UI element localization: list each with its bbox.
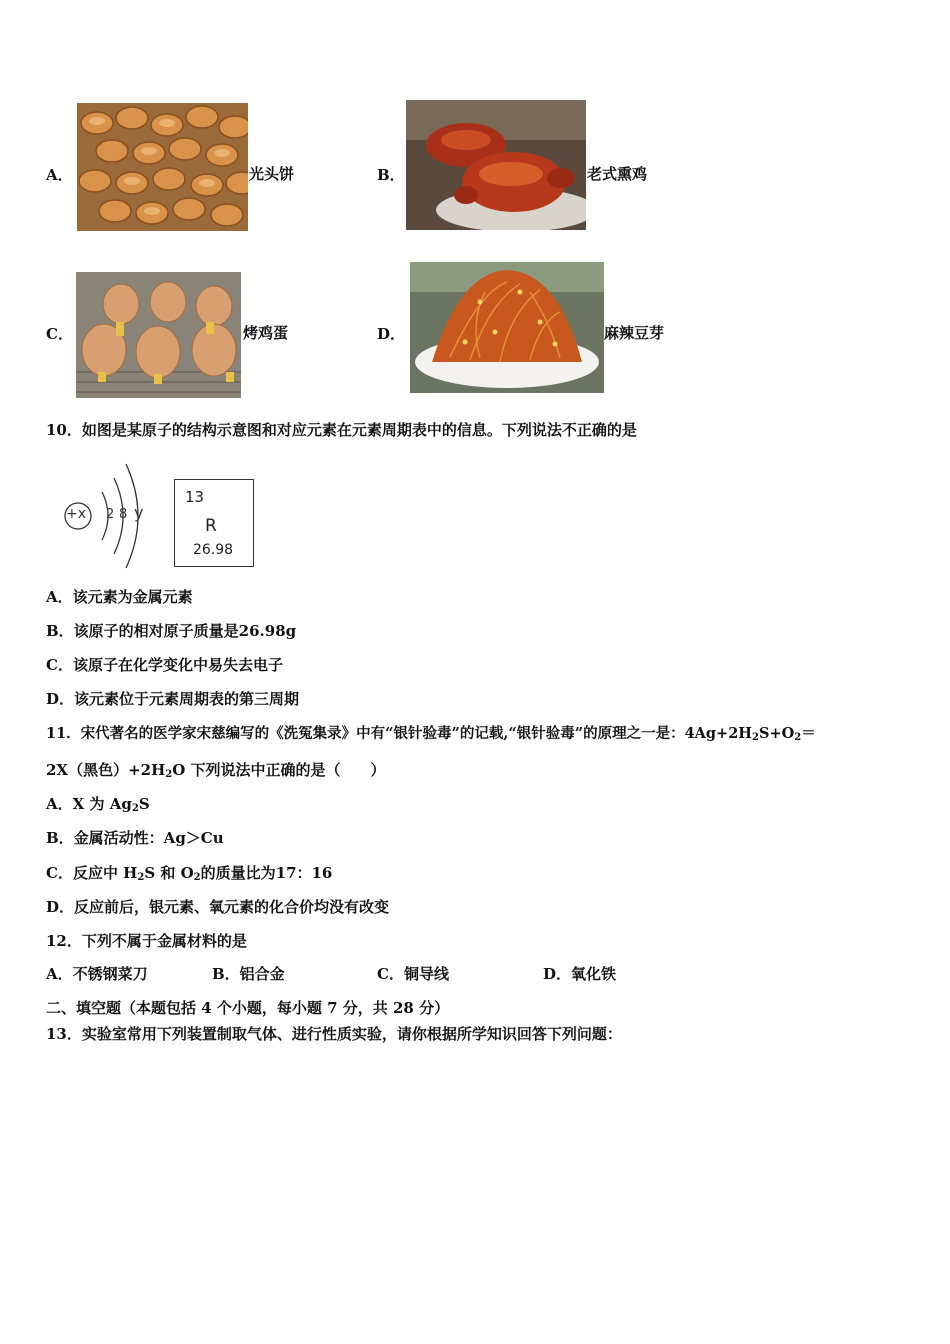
- option-a-label: 光头饼: [249, 165, 295, 183]
- q12-option-d: D．氧化铁: [543, 965, 617, 983]
- q10-stem: 10．如图是某原子的结构示意图和对应元素在元素周期表中的信息。下列说法不正确的是: [46, 421, 637, 439]
- smoked-chicken-photo: [406, 100, 586, 230]
- q12-option-c: C．铜导线: [377, 965, 449, 983]
- atomic-number: 13: [185, 488, 205, 506]
- shell-2-count: 8: [119, 507, 128, 522]
- q12-stem: 12．下列不属于金属材料的是: [46, 932, 247, 950]
- atomic-mass: 26.98: [193, 542, 234, 558]
- cookies-photo: [77, 103, 248, 231]
- nucleus-charge: +x: [66, 506, 87, 522]
- periodic-element-cell: [174, 479, 254, 567]
- q10-option-b: B．该原子的相对原子质量是26.98g: [46, 622, 297, 640]
- option-d-letter: D．: [377, 325, 406, 343]
- q11-option-d: D．反应前后，银元素、氧元素的化合价均没有改变: [46, 898, 390, 916]
- shell-1-count: 2: [106, 507, 115, 522]
- element-symbol: R: [205, 516, 217, 536]
- option-c-label: 烤鸡蛋: [243, 324, 289, 342]
- spicy-sprouts-photo: [410, 262, 604, 393]
- roasted-eggs-photo: [76, 272, 241, 398]
- q12-option-b: B．铝合金: [212, 965, 285, 983]
- option-a-letter: A．: [46, 166, 73, 184]
- q11-option-a: A．X 为 $Ag_2S$: [46, 795, 150, 814]
- q11-stem-line2: 2X（黑色）$+2H_2O$ 下列说法中正确的是（ ）: [46, 761, 386, 780]
- q12-option-a: A．不锈钢菜刀: [46, 965, 148, 983]
- option-c-letter: C．: [46, 325, 73, 343]
- q10-option-d: D．该元素位于元素周期表的第三周期: [46, 690, 300, 708]
- option-b-label: 老式熏鸡: [587, 165, 648, 183]
- option-b-letter: B．: [377, 166, 405, 184]
- q11-stem-line1: 11．宋代著名的医学家宋慈编写的《洗冤集录》中有“银针验毒”的记载,“银针验毒”的原理之一是：$4Ag+2H_2S+O_2=$: [46, 725, 816, 743]
- option-d-label: 麻辣豆芽: [604, 324, 665, 342]
- q11-option-c: C．反应中 $H_2S$ 和 $O_2$的质量比为17：16: [46, 864, 333, 883]
- q13-stem: 13．实验室常用下列装置制取气体、进行性质实验，请你根据所学知识回答下列问题：: [46, 1025, 622, 1043]
- q11-option-b: B．金属活动性：Ag＞Cu: [46, 829, 224, 847]
- shell-3-count: y: [134, 503, 144, 522]
- q10-option-c: C．该原子在化学变化中易失去电子: [46, 656, 283, 674]
- q10-option-a: A．该元素为金属元素: [46, 588, 193, 606]
- section-2-heading: 二、填空题（本题包括 4 个小题，每小题 7 分，共 28 分）: [46, 999, 450, 1017]
